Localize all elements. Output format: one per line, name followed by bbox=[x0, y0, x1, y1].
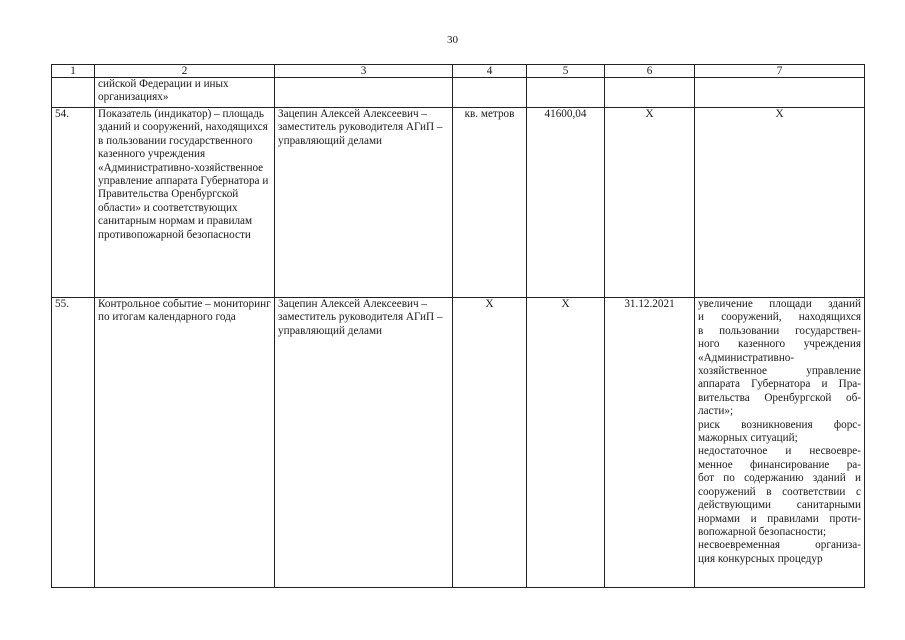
continuation-name-cell: сийской Федерации и иных организациях» bbox=[95, 78, 275, 108]
continuation-row bbox=[52, 78, 865, 108]
continuation-num-cell bbox=[52, 78, 95, 108]
risks-line: в пользовании государствен- bbox=[698, 324, 861, 337]
continuation-cell bbox=[695, 78, 865, 108]
column-header: 3 bbox=[275, 65, 453, 78]
risks-line: ласти»; bbox=[698, 405, 734, 418]
column-header: 2 bbox=[95, 65, 275, 78]
risks-line: недостаточное и несвоевре- bbox=[698, 445, 861, 458]
event-name: Контрольное событие – мониторинг по итогам календарного года bbox=[95, 298, 275, 588]
table-row bbox=[52, 108, 865, 298]
page-number: 30 bbox=[447, 34, 458, 46]
risks-line: несвоевременная организа- bbox=[698, 539, 861, 552]
deadline-cell: X bbox=[605, 108, 695, 298]
continuation-cell bbox=[275, 78, 453, 108]
risks-line: аппарата Губернатора и Пра- bbox=[698, 378, 861, 391]
risks-line: хозяйственное управление bbox=[698, 365, 861, 378]
risks-line: вительства Оренбургской об- bbox=[698, 391, 861, 404]
unit-cell: кв. метров bbox=[453, 108, 527, 298]
column-header: 7 bbox=[695, 65, 865, 78]
deadline-cell: 31.12.2021 bbox=[605, 298, 695, 588]
risks-line: ция конкурсных процедур bbox=[698, 552, 823, 565]
column-header: 4 bbox=[453, 65, 527, 78]
risks-line: увеличение площади зданий bbox=[698, 298, 861, 310]
risks-line: действующими санитарными bbox=[698, 499, 861, 512]
responsible-person: Зацепин Алексей Алексеевич – заместитель руководителя АГиП – управляющий делами bbox=[275, 108, 453, 298]
risks-line: вопожарной безопасности; bbox=[698, 525, 827, 538]
risks-line: «Административно- bbox=[698, 351, 795, 364]
row-number: 55. bbox=[52, 298, 95, 588]
unit-cell: X bbox=[453, 298, 527, 588]
risks-line: нормами и правилами проти- bbox=[698, 512, 861, 525]
value-cell: 41600,04 bbox=[527, 108, 605, 298]
row-number: 54. bbox=[52, 108, 95, 298]
column-header-row bbox=[52, 65, 865, 78]
risks-line: и сооружений, находящихся bbox=[698, 311, 861, 324]
responsible-person: Зацепин Алексей Алексеевич – заместитель руководителя АГиП – управляющий делами bbox=[275, 298, 453, 588]
risks-line: риск возникновения форс- bbox=[698, 418, 861, 431]
continuation-cell bbox=[453, 78, 527, 108]
indicator-name: Показатель (индикатор) – площадь зданий и сооружений, находящихся в пользовании государственного казенного учреждения «Административно-хозяйственное управление аппарата Губернатора и Правительства Оренбургской области» и соответствующих санитарным нормам и правилам противопожарной безопасности bbox=[95, 108, 275, 298]
value-cell: X bbox=[527, 298, 605, 588]
column-header: 5 bbox=[527, 65, 605, 78]
document-table bbox=[51, 64, 865, 588]
risks-line: бот по содержанию зданий и bbox=[698, 472, 861, 485]
risks-line: ного казенного учреждения bbox=[698, 338, 861, 351]
column-header: 1 bbox=[52, 65, 95, 78]
column-header: 6 bbox=[605, 65, 695, 78]
risks-line: сооружений в соответствии с bbox=[698, 485, 861, 498]
risks-cell: X bbox=[695, 108, 865, 298]
risks-cell bbox=[695, 298, 865, 588]
table-row bbox=[52, 298, 865, 588]
continuation-cell bbox=[605, 78, 695, 108]
risks-line: мажорных ситуаций; bbox=[698, 432, 798, 445]
risks-line: менное финансирование ра- bbox=[698, 458, 861, 471]
continuation-cell bbox=[527, 78, 605, 108]
